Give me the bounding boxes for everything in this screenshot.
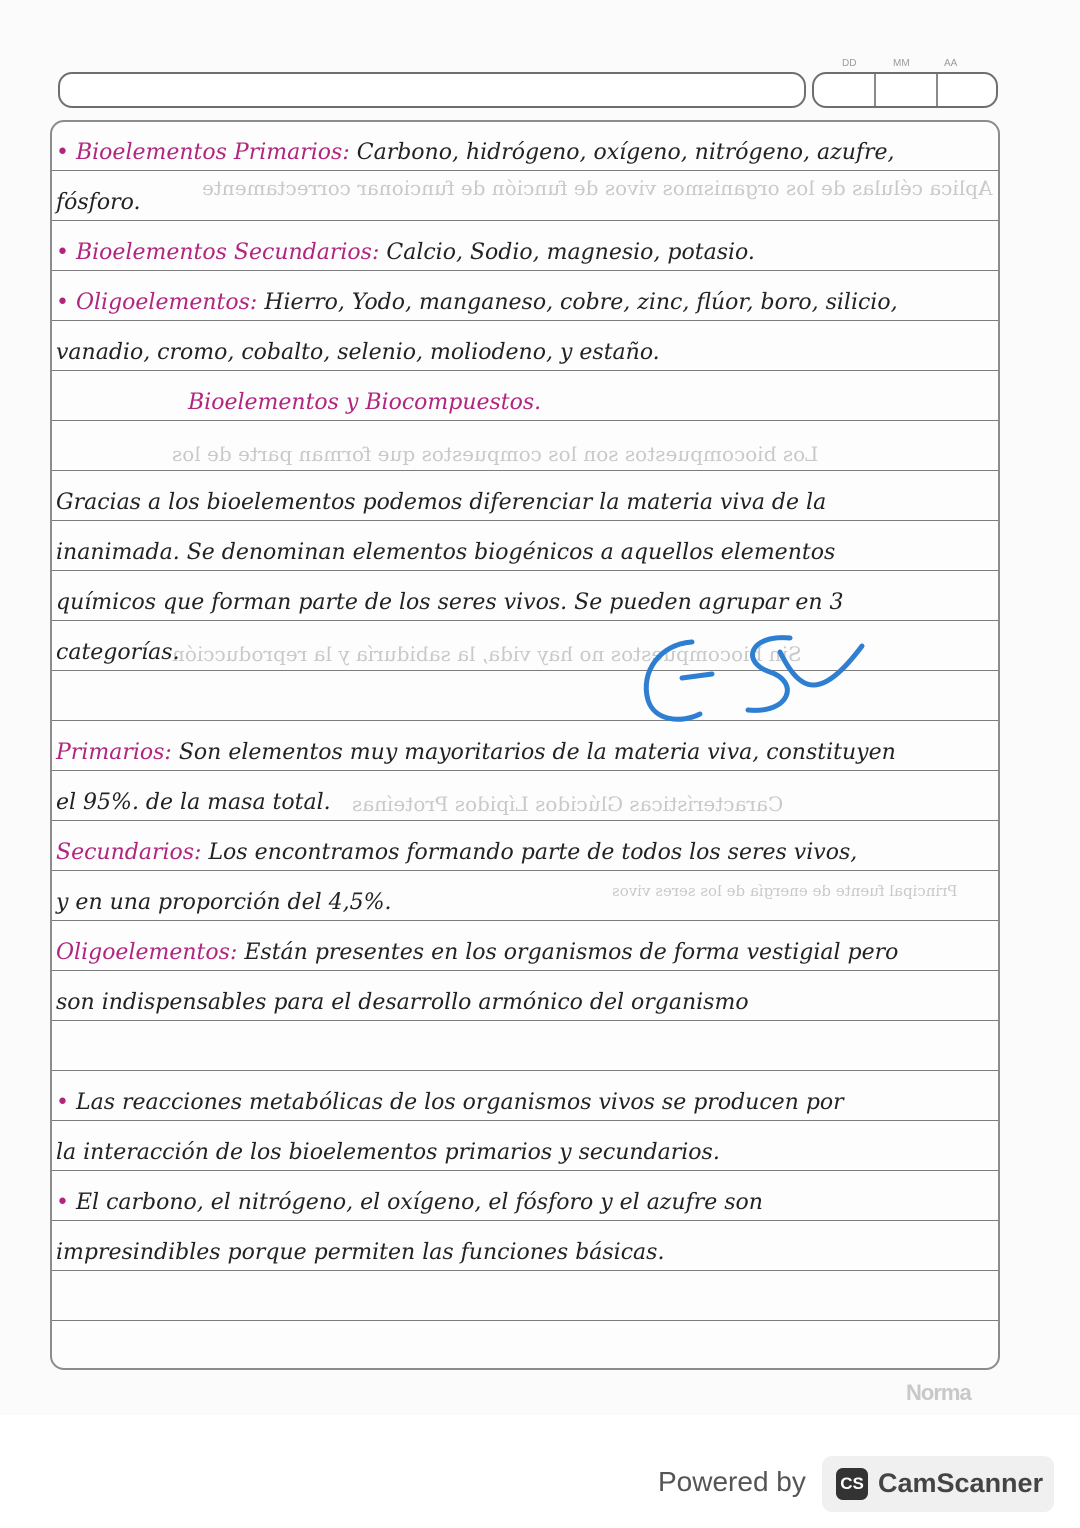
note-line: categorías. <box>56 640 180 665</box>
note-line: el 95%. de la masa total. <box>56 790 331 815</box>
bleed-text: Sin biocompuestos no hay vida, la sabiduría y la reproducción <box>172 642 802 666</box>
note-line: Gracias a los bioelementos podemos diferenciar la materia viva de la <box>56 490 827 515</box>
bleed-text: Principal fuente de energía de los seres vivos <box>612 882 958 900</box>
note-line: fósforo. <box>56 190 141 215</box>
camscanner-badge <box>822 1456 1054 1512</box>
note-line: vanadio, cromo, cobalto, selenio, moliodeno, y estaño. <box>56 340 660 365</box>
note-line: impresindibles porque permiten las funciones básicas. <box>56 1240 665 1265</box>
note-line: • Oligoelementos: Hierro, Yodo, manganeso, cobre, zinc, flúor, boro, silicio, <box>56 290 898 315</box>
date-box <box>812 72 998 108</box>
camscanner-name: CamScanner <box>878 1468 1044 1498</box>
norma-logo: Norma <box>906 1380 971 1405</box>
bleed-text: Aplica células de los organismos vivos de función de funcionar correctamente <box>202 176 993 200</box>
note-line: • Las reacciones metabólicas de los organismos vivos se producen por <box>56 1090 844 1115</box>
note-line: Secundarios: Los encontramos formando parte de todos los seres vivos, <box>56 840 858 865</box>
note-line: son indispensables para el desarrollo armónico del organismo <box>56 990 749 1015</box>
bleed-text: Características Glúcidos Lípidos Proteínas <box>352 792 784 816</box>
date-label-mm: MM <box>893 58 910 69</box>
note-line: Primarios: Son elementos muy mayoritarios de la materia viva, constituyen <box>56 740 896 765</box>
title-field <box>58 72 806 108</box>
note-line: Oligoelementos: Están presentes en los organismos de forma vestigial pero <box>56 940 899 965</box>
lined-sheet <box>50 120 1000 1370</box>
date-label-dd: DD <box>842 58 857 69</box>
initials-stamp <box>630 622 870 732</box>
camscanner-icon: CS <box>836 1468 868 1500</box>
note-line: químicos que forman parte de los seres vivos. Se pueden agrupar en 3 <box>56 590 844 615</box>
powered-by-text: Powered by <box>658 1466 806 1497</box>
note-line: • Bioelementos Primarios: Carbono, hidrógeno, oxígeno, nitrógeno, azufre, <box>56 140 895 165</box>
bleed-text: Los biocompuestos son los compuestos que forman parte de los <box>172 442 819 466</box>
note-line: la interacción de los bioelementos primarios y secundarios. <box>56 1140 720 1165</box>
note-line: • El carbono, el nitrógeno, el oxígeno, el fósforo y el azufre son <box>56 1190 763 1215</box>
note-line: • Bioelementos Secundarios: Calcio, Sodio, magnesio, potasio. <box>56 240 755 265</box>
date-label-aa: AA <box>944 58 958 69</box>
section-title: Bioelementos y Biocompuestos. <box>188 390 542 415</box>
note-line: inanimada. Se denominan elementos biogénicos a aquellos elementos <box>56 540 836 565</box>
note-line: y en una proporción del 4,5%. <box>56 890 392 915</box>
